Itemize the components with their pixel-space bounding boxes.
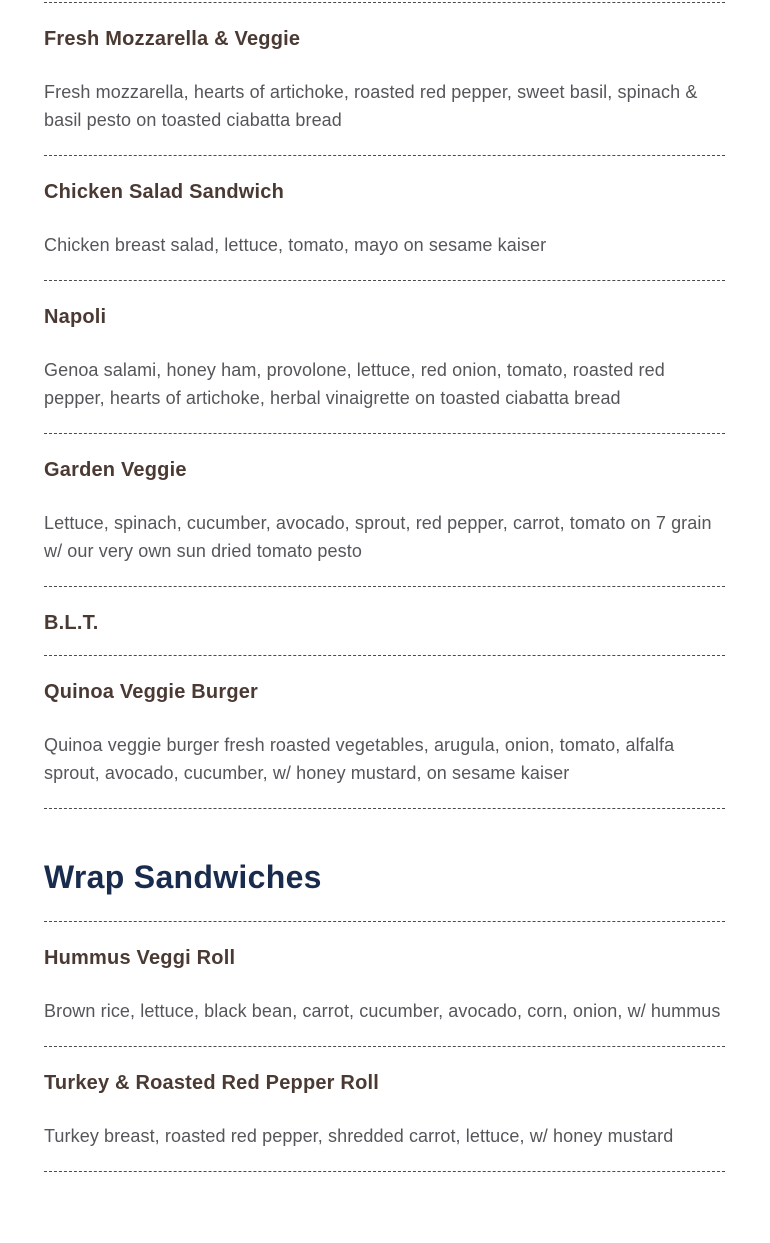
menu-item xyxy=(44,281,725,433)
menu-item-name: Quinoa Veggie Burger xyxy=(44,681,259,703)
menu-item xyxy=(44,434,725,586)
menu-item-name: Fresh Mozzarella & Veggie xyxy=(44,28,301,50)
menu-item-description: Fresh mozzarella, hearts of artichoke, roasted red pepper, sweet basil, spinach & basil pesto on toasted ciabatta bread xyxy=(44,82,698,130)
menu-item-name: Chicken Salad Sandwich xyxy=(44,181,285,203)
menu-item xyxy=(44,156,725,280)
menu-item-description: Brown rice, lettuce, black bean, carrot, cucumber, avocado, corn, onion, w/ hummus xyxy=(44,1001,721,1021)
menu-item-description: Turkey breast, roasted red pepper, shredded carrot, lettuce, w/ honey mustard xyxy=(44,1126,674,1146)
menu-item xyxy=(44,1047,725,1171)
menu-item-description: Genoa salami, honey ham, provolone, lettuce, red onion, tomato, roasted red pepper, hearts of artichoke, herbal vinaigrette on toasted ciabatta bread xyxy=(44,360,665,408)
menu-item-description: Lettuce, spinach, cucumber, avocado, sprout, red pepper, carrot, tomato on 7 grain w/ our very own sun dried tomato pesto xyxy=(44,513,712,561)
divider xyxy=(44,808,725,809)
menu-item xyxy=(44,587,725,655)
menu-item xyxy=(44,922,725,1046)
menu-item xyxy=(44,3,725,155)
menu-item-name: Napoli xyxy=(44,306,107,328)
menu-item-name: Garden Veggie xyxy=(44,459,187,481)
menu-item-description: Quinoa veggie burger fresh roasted vegetables, arugula, onion, tomato, alfalfa sprout, avocado, cucumber, w/ honey mustard, on sesame kaiser xyxy=(44,735,675,783)
menu-item-description: Chicken breast salad, lettuce, tomato, mayo on sesame kaiser xyxy=(44,235,547,255)
menu-item-name: Turkey & Roasted Red Pepper Roll xyxy=(44,1072,379,1094)
divider xyxy=(44,1171,725,1172)
menu-item-name: Hummus Veggi Roll xyxy=(44,947,236,969)
menu-item-name: B.L.T. xyxy=(44,612,99,634)
section-title-wrap-sandwiches: Wrap Sandwiches xyxy=(44,859,322,895)
menu-item xyxy=(44,656,725,808)
